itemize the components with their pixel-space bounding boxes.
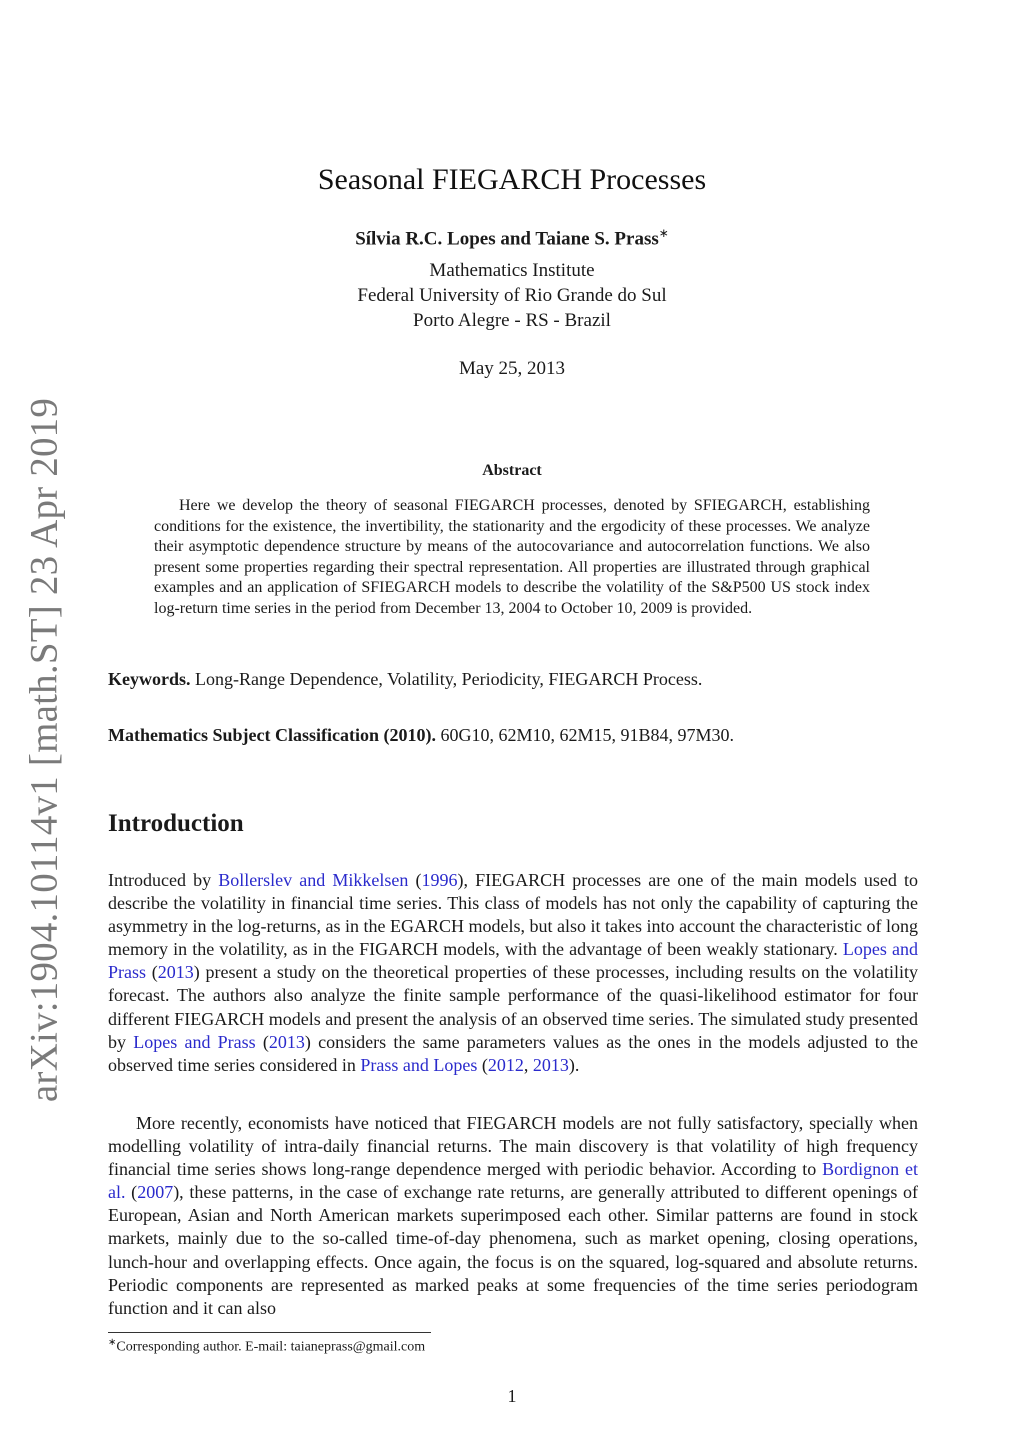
affiliation-line-1: Mathematics Institute xyxy=(429,260,595,281)
citation-year-link[interactable]: 2013 xyxy=(268,1031,305,1052)
footnote-divider xyxy=(108,1332,431,1333)
citation-year-link[interactable]: 2012 xyxy=(487,1054,524,1075)
text-run: ). xyxy=(568,1054,580,1075)
affiliation-line-2: Federal University of Rio Grande do Sul xyxy=(357,285,667,306)
affiliation xyxy=(0,258,1024,333)
paper-date: May 25, 2013 xyxy=(458,358,566,379)
citation-link[interactable]: Lopes and Prass xyxy=(108,939,919,983)
text-run: ( xyxy=(477,1054,488,1075)
citation-link[interactable]: Lopes and Prass xyxy=(133,1031,256,1052)
text-run: ), these patterns, in the case of exchange rate returns, are generally attributed to different openings of European, Asian and North American markets superimposed each other. Similar patterns are found in stock markets, mainly due to the so-called time-of-day phenomena, such as market opening, closing operations, lunch-hour and overlapping effects. Once again, the focus is on the squared, log-squared and absolute returns. Periodic components are represented as marked peaks at some frequencies of the time series periodogram function and it can also xyxy=(108,1182,918,1318)
text-run: ( xyxy=(146,962,158,983)
footnote xyxy=(108,1337,425,1356)
intro-paragraph-1 xyxy=(108,869,918,1077)
footnote-mark: ∗ xyxy=(108,1337,117,1348)
msc-codes: 60G10, 62M10, 62M15, 91B84, 97M30. xyxy=(440,725,734,745)
citation-link[interactable]: Bordignon et al. xyxy=(108,1159,918,1203)
text-run: ( xyxy=(125,1182,138,1203)
paper-title: Seasonal FIEGARCH Processes xyxy=(317,163,707,196)
citation-link[interactable]: Prass and Lopes xyxy=(360,1054,478,1075)
keywords-text: Long-Range Dependence, Volatility, Periodicity, FIEGARCH Process. xyxy=(195,669,703,689)
author-footnote-mark: ∗ xyxy=(658,226,669,240)
keywords-line xyxy=(108,669,918,690)
text-run: Introduced by xyxy=(108,870,219,890)
keywords-label: Keywords. xyxy=(108,669,191,689)
citation-link[interactable]: Bollerslev and Mikkelsen xyxy=(218,870,409,890)
section-heading-introduction: Introduction xyxy=(108,810,244,837)
author-names xyxy=(0,226,1024,250)
abstract-heading: Abstract xyxy=(482,462,542,479)
text-run: ( xyxy=(408,870,422,890)
text-run: , xyxy=(523,1054,533,1075)
footnote-text: Corresponding author. E-mail: taianeprass@gmail.com xyxy=(116,1339,426,1355)
page-number: 1 xyxy=(507,1386,517,1406)
author-list: Sílvia R.C. Lopes and Taiane S. Prass xyxy=(355,228,659,250)
text-run: ) considers the same parameters values as the ones in the models adjusted to the observed time series considered in xyxy=(108,1031,918,1075)
abstract-text: Here we develop the theory of seasonal FIEGARCH processes, denoted by SFIEGARCH, establishing conditions for the existence, the invertibility, the stationarity and the ergodicity of these processes. We analyze their asymptotic dependence structure by means of the autocovariance and autocorrelation functions. We also present some properties regarding their spectral representation. All properties are illustrated through graphical examples and an application of SFIEGARCH models to describe the volatility of the S&P500 US stock index log-return time series in the period from December 13, 2004 to October 10, 2009 is provided. xyxy=(154,497,870,617)
msc-line xyxy=(108,725,918,746)
intro-paragraph-2 xyxy=(108,1112,918,1320)
arxiv-identifier-stamp: arXiv:1904.10114v1 [math.ST] 23 Apr 2019 xyxy=(22,397,66,1103)
text-run: More recently, economists have noticed that FIEGARCH models are not fully satisfactory, specially when modelling volatility of intra-daily financial returns. The main discovery is that volatility of high frequency financial time series shows long-range dependence merged with periodic behavior. According to xyxy=(108,1113,918,1180)
affiliation-line-3: Porto Alegre - RS - Brazil xyxy=(413,310,611,331)
citation-year-link[interactable]: 2013 xyxy=(157,962,194,983)
msc-label: Mathematics Subject Classification (2010). xyxy=(108,725,436,745)
text-run: ) present a study on the theoretical properties of these processes, including results on the volatility forecast. The authors also analyze the finite sample performance of the quasi-likelihood estimator for four different FIEGARCH models and present the analysis of an observed time series. The simulated study presented by xyxy=(108,962,918,1052)
citation-year-link[interactable]: 2007 xyxy=(137,1182,174,1203)
citation-year-link[interactable]: 2013 xyxy=(532,1054,569,1075)
citation-year-link[interactable]: 1996 xyxy=(421,870,458,890)
text-run: ( xyxy=(255,1031,269,1052)
text-run: ), FIEGARCH processes are one of the main models used to describe the volatility in financial time series. This class of models has not only the capability of capturing the asymmetry in the log-returns, as in the EGARCH models, but also it takes into account the characteristic of long memory in the volatility, as in the FIGARCH models, with the advantage of been weakly stationary. xyxy=(108,870,918,960)
